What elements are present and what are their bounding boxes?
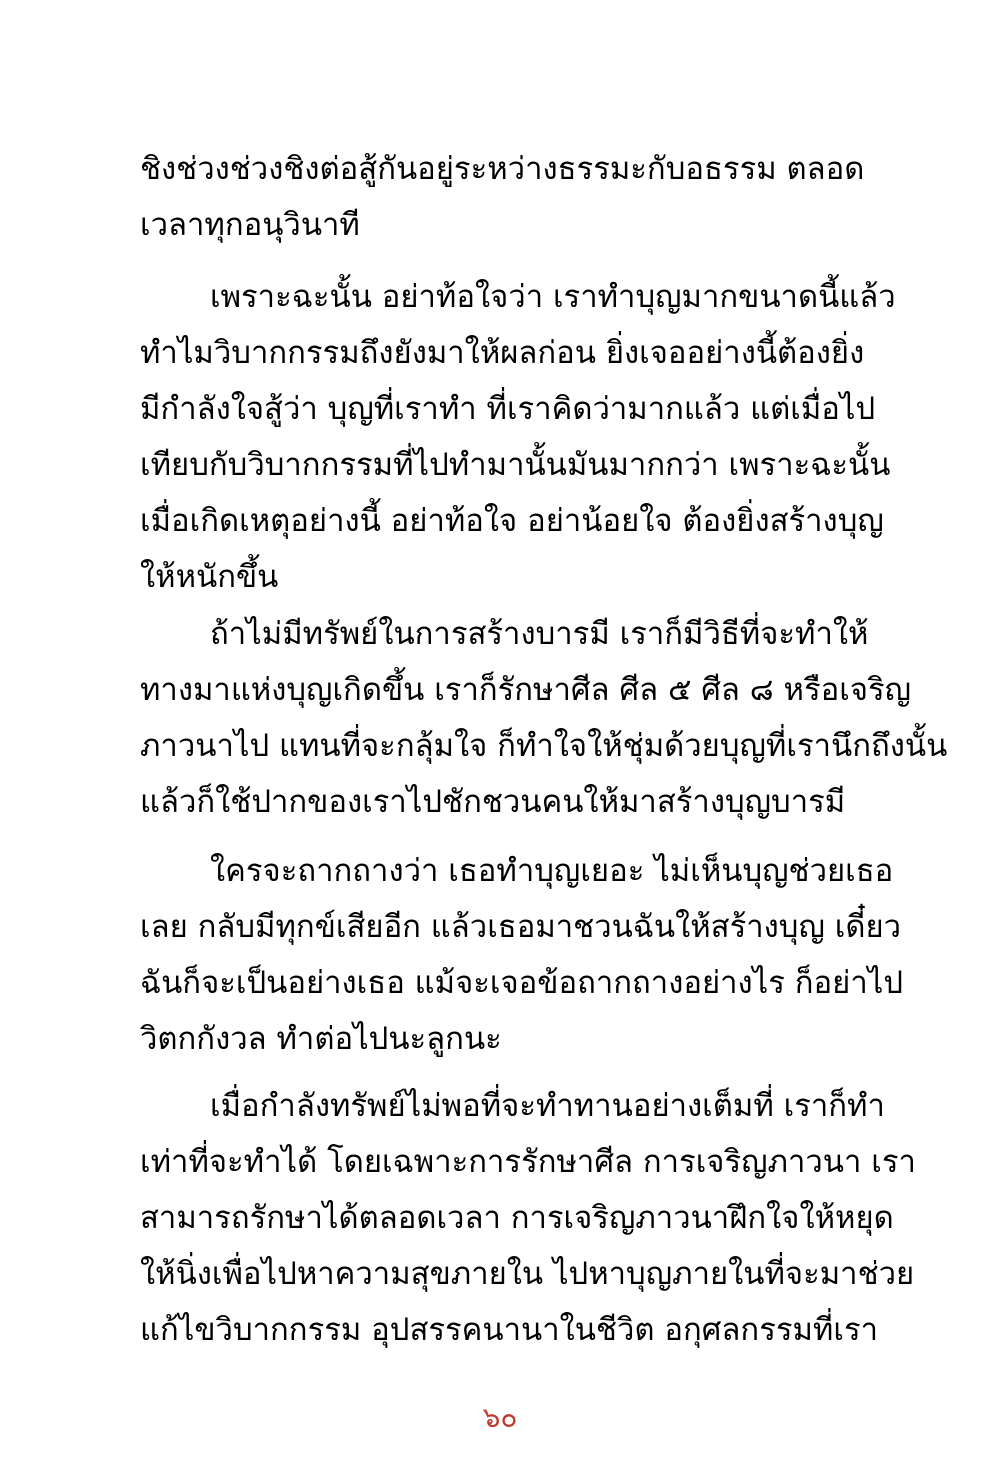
text-line: ฉันก็จะเป็นอย่างเธอ แม้จะเจอข้อถากถางอย่างไร ก็อย่าไป [140,965,903,1001]
text-line: ให้นิ่งเพื่อไปหาความสุขภายใน ไปหาบุญภายในที่จะมาช่วย [140,1256,915,1292]
text-line: เวลาทุกอนุวินาที [140,207,360,243]
text-line: สามารถรักษาได้ตลอดเวลา การเจริญภาวนาฝึกใจให้หยุด [140,1200,894,1236]
text-line: ทางมาแห่งบุญเกิดขึ้น เราก็รักษาศีล ศีล ๕ ศีล ๘ หรือเจริญ [140,672,912,708]
text-line: ทำไมวิบากกรรมถึงยังมาให้ผลก่อน ยิ่งเจออย่างนี้ต้องยิ่ง [140,335,865,371]
text-line: ชิงช่วงช่วงชิงต่อสู้กันอยู่ระหว่างธรรมะกับอธรรม ตลอด [140,151,865,187]
text-line: เลย กลับมีทุกข์เสียอีก แล้วเธอมาชวนฉันให้สร้างบุญ เดี๋ยว [140,909,902,945]
text-line: เมื่อกำลังทรัพย์ไม่พอที่จะทำทานอย่างเต็มที่ เราก็ทำ [210,1088,885,1124]
text-line: แล้วก็ใช้ปากของเราไปชักชวนคนให้มาสร้างบุญบารมี [140,784,846,820]
text-line: เทียบกับวิบากกรรมที่ไปทำมานั้นมันมากกว่า เพราะฉะนั้น [140,447,891,483]
text-line: เพราะฉะนั้น อย่าท้อใจว่า เราทำบุญมากขนาดนี้แล้ว [210,279,896,315]
text-line: ให้หนักขึ้น [140,559,279,595]
text-line: ใครจะถากถางว่า เธอทำบุญเยอะ ไม่เห็นบุญช่วยเธอ [210,853,894,889]
text-line: วิตกกังวล ทำต่อไปนะลูกนะ [140,1021,502,1057]
text-line: เมื่อเกิดเหตุอย่างนี้ อย่าท้อใจ อย่าน้อยใจ ต้องยิ่งสร้างบุญ [140,503,884,539]
text-line: ภาวนาไป แทนที่จะกลุ้มใจ ก็ทำใจให้ชุ่มด้วยบุญที่เรานึกถึงนั้น [140,728,948,764]
text-line: ถ้าไม่มีทรัพย์ในการสร้างบารมี เราก็มีวิธีที่จะทำให้ [210,616,869,652]
page-number: ๖๐ [482,1401,518,1434]
text-line: แก้ไขวิบากกรรม อุปสรรคนานาในชีวิต อกุศลกรรมที่เรา [140,1312,879,1348]
text-line: เท่าที่จะทำได้ โดยเฉพาะการรักษาศีล การเจริญภาวนา เรา [140,1144,916,1180]
text-line: มีกำลังใจสู้ว่า บุญที่เราทำ ที่เราคิดว่ามากแล้ว แต่เมื่อไป [140,391,876,427]
